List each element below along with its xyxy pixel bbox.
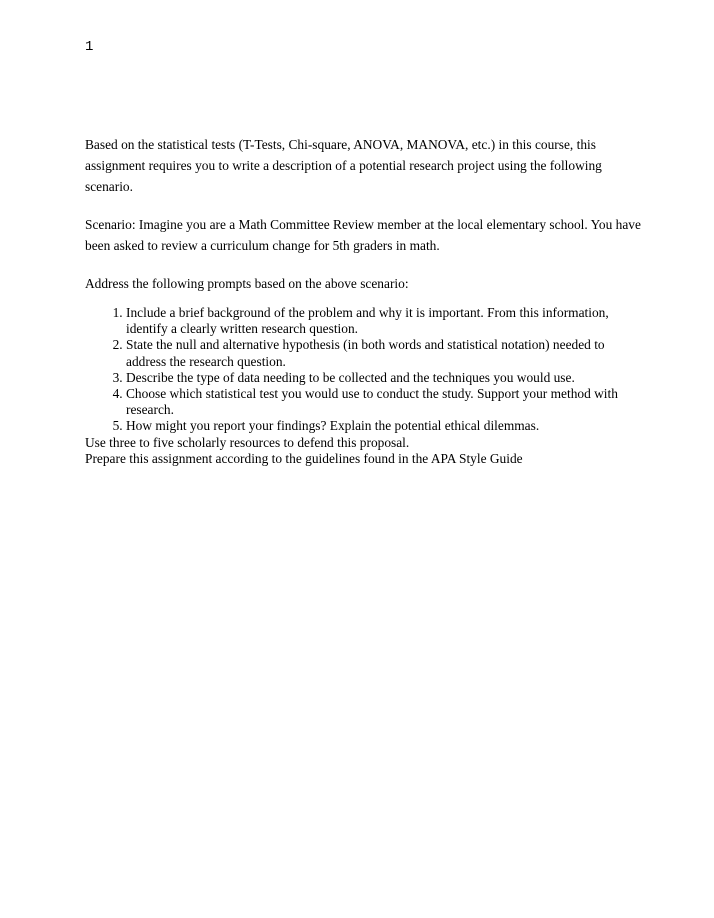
document-body xyxy=(85,134,645,467)
apa-line: Prepare this assignment according to the guidelines found in the APA Style Guide xyxy=(85,450,523,466)
list-item: 1. Include a brief background of the problem and why it is important. From this information, identify a clearly written research question. xyxy=(126,305,645,337)
scenario-paragraph: Scenario: Imagine you are a Math Committee Review member at the local elementary school. You have been asked to review a curriculum change for 5th graders in math. xyxy=(85,217,641,253)
prompt-list xyxy=(85,305,645,435)
list-item: 3. Describe the type of data needing to be collected and the techniques you would use. xyxy=(126,370,645,386)
list-item: 4. Choose which statistical test you would use to conduct the study. Support your method with research. xyxy=(126,386,645,418)
page-number: 1 xyxy=(85,39,94,55)
list-item: 5. How might you report your findings? Explain the potential ethical dilemmas. xyxy=(126,418,645,434)
prompt-intro: Address the following prompts based on the above scenario: xyxy=(85,276,409,291)
intro-paragraph: Based on the statistical tests (T-Tests, Chi-square, ANOVA, MANOVA, etc.) in this course, this assignment requires you to write a description of a potential research project using the following scenario. xyxy=(85,137,602,194)
resources-line: Use three to five scholarly resources to defend this proposal. xyxy=(85,434,410,450)
list-item: 2. State the null and alternative hypothesis (in both words and statistical notation) needed to address the research question. xyxy=(126,337,645,369)
